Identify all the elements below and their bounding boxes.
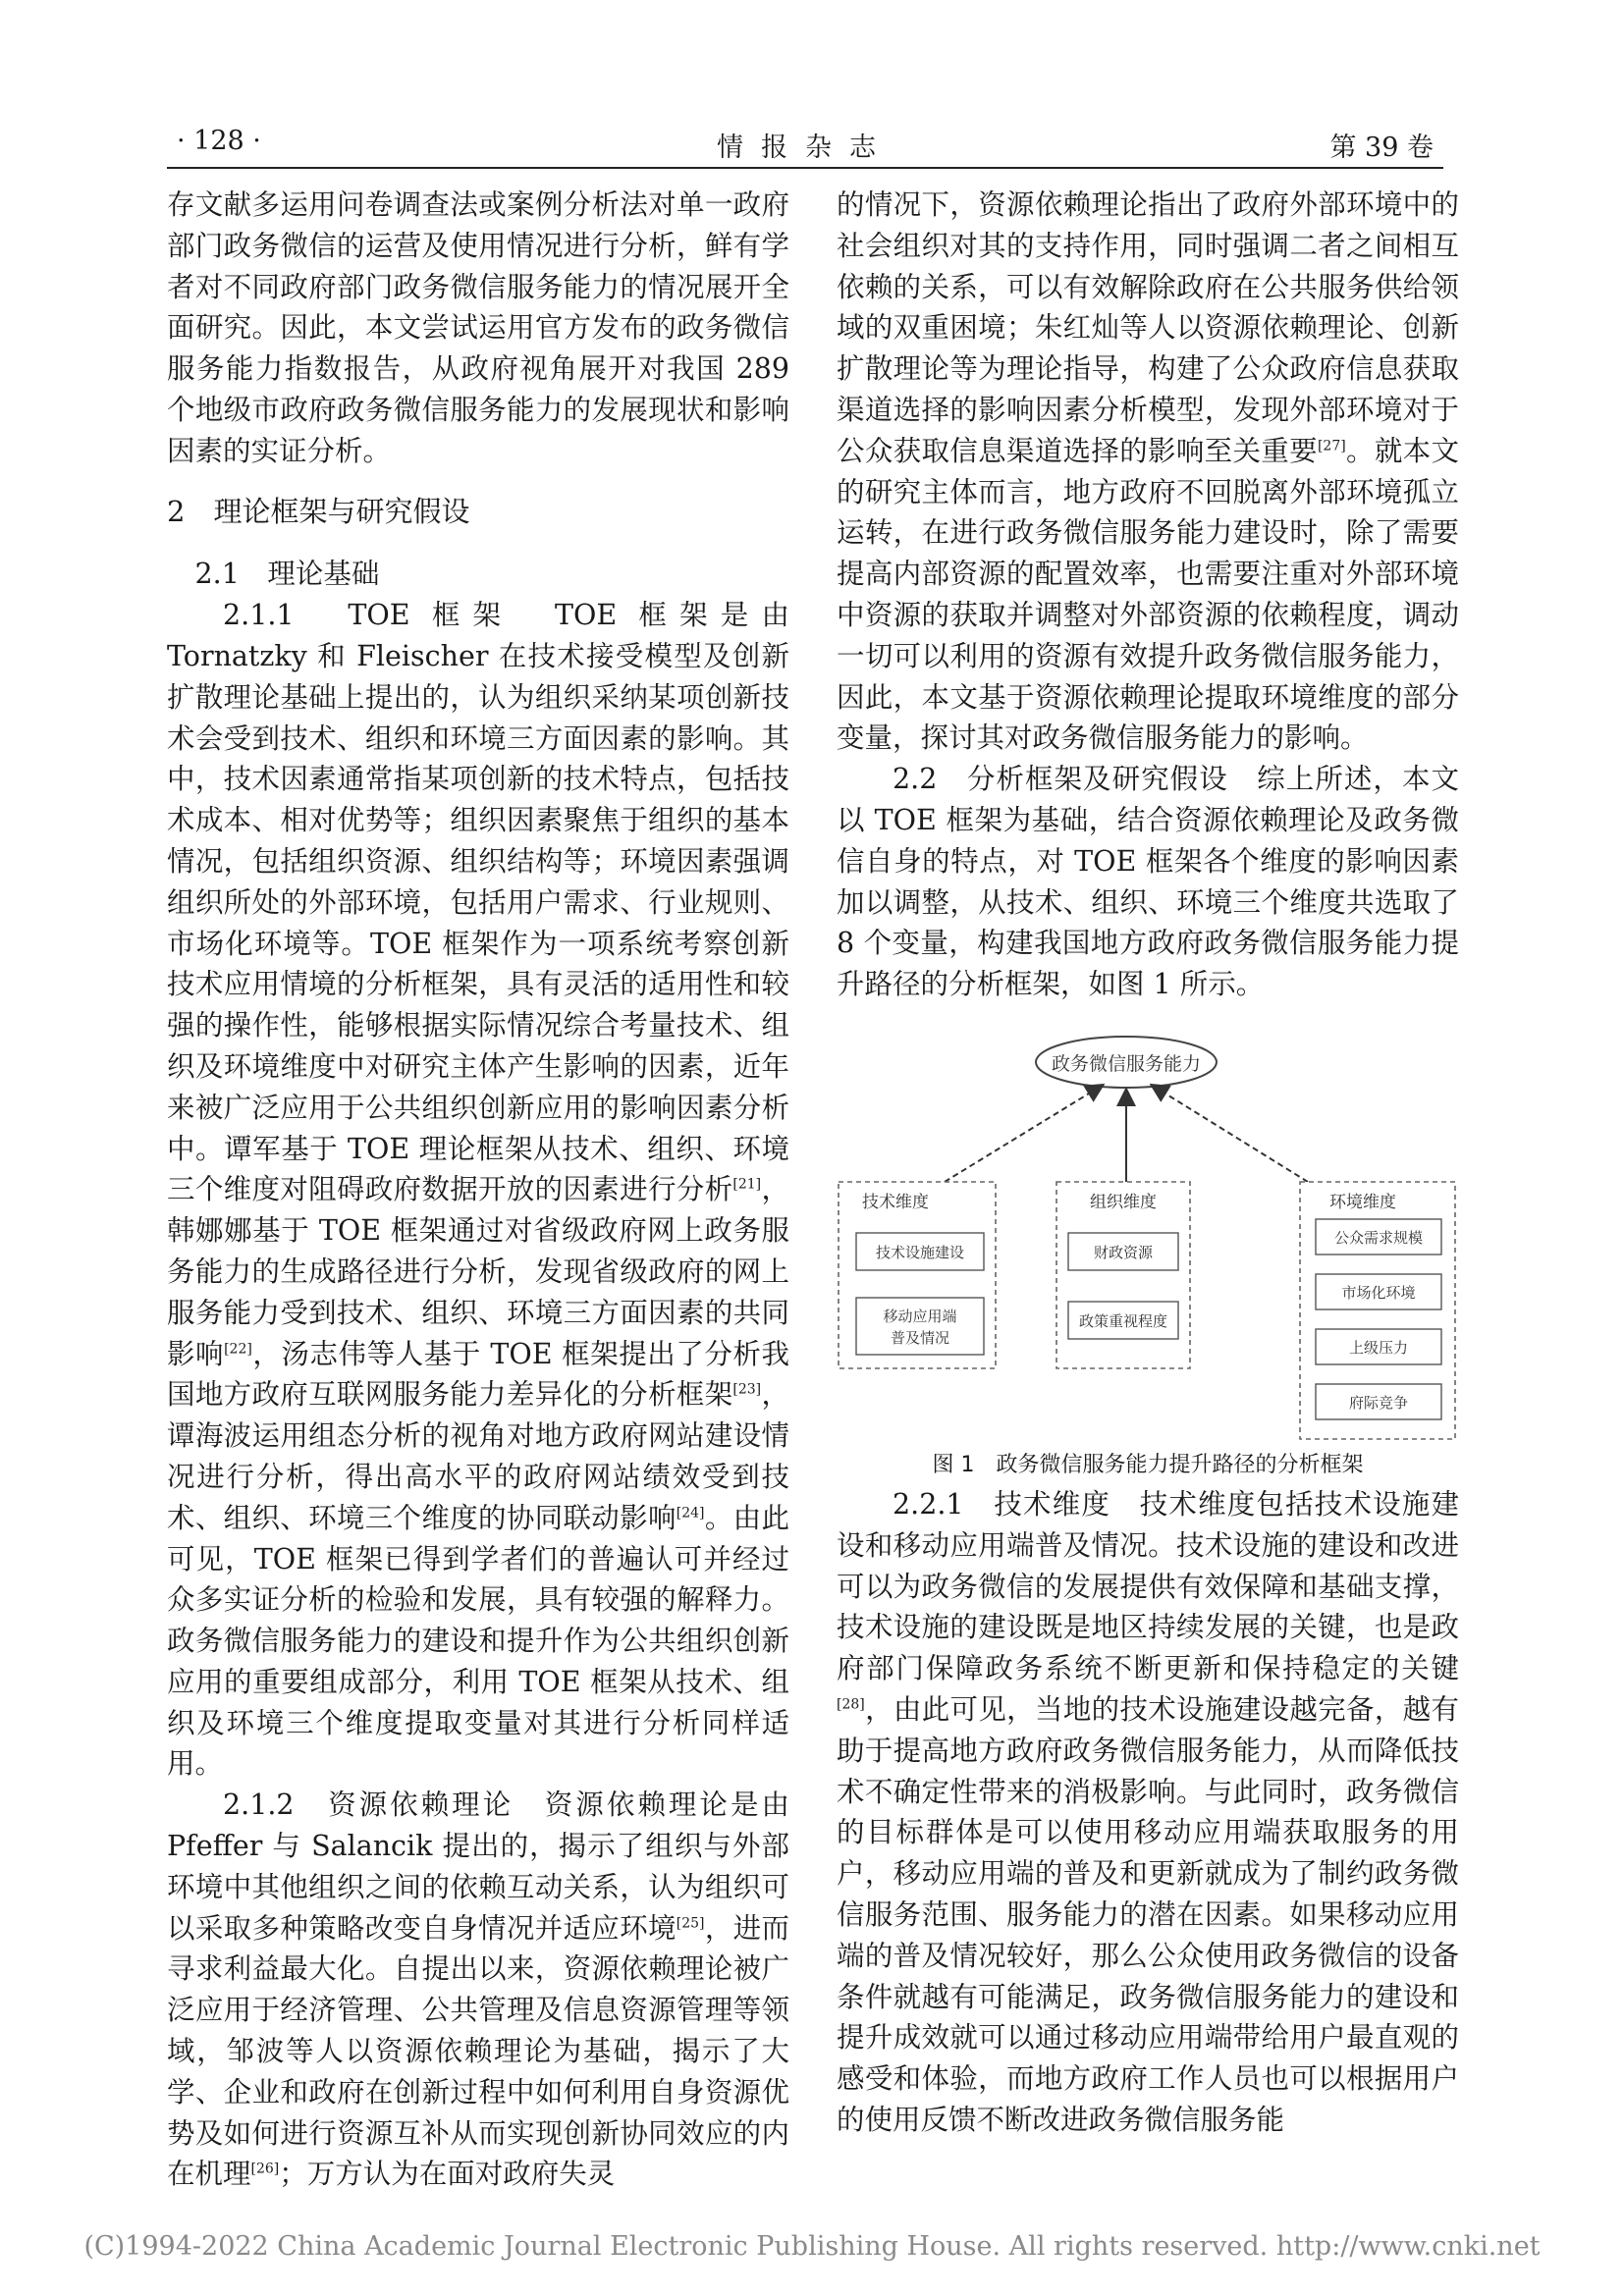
paragraph-heading: 2.2 分析框架及研究假设 <box>893 763 1228 796</box>
citation[interactable]: [28] <box>837 1696 865 1713</box>
citation[interactable]: [23] <box>732 1381 762 1398</box>
paragraph: 存文献多运用问卷调查法或案例分析法对单一政府部门政务微信的运营及使用情况进行分析，鲜有学者对不同政府部门政务微信服务能力的情况展开全面研究。因此，本文尝试运用官方发布的政务微信服务能力指数报告，从政府视角展开对我国 289 个地级市政府政务微信服务能力的发展现状和影响因素的实证分析。 <box>167 188 789 467</box>
env-dimension-title: 环境维度 <box>1329 1192 1396 1212</box>
paragraph-heading: 2.1.1 TOE 框架 <box>223 599 514 632</box>
tech-item-label: 技术设施建设 <box>875 1243 965 1261</box>
citation[interactable]: [21] <box>732 1176 762 1193</box>
copyright-footer: (C)1994-2022 China Academic Journal Electronic Publishing House. All rights reserved. http://www.cnki.net <box>83 2231 1541 2262</box>
right-column <box>837 185 1459 2141</box>
running-header <box>167 126 1443 161</box>
tech-dimension-title: 技术维度 <box>862 1192 929 1212</box>
env-item-label: 市场化环境 <box>1341 1283 1416 1302</box>
paragraph-heading: 2.2.1 技术维度 <box>893 1487 1111 1521</box>
org-item-label: 政策重视程度 <box>1078 1311 1168 1330</box>
paragraph: 2.1.2 资源依赖理论 资源依赖理论是由 Pfeffer 与 Salancik 提出的，揭示了组织与外部环境中其他组织之间的依赖互动关系，认为组织可以采取多种策略改变自身情况并适应环境[25]，进而寻求利益最大化。自提出以来，资源依赖理论被广泛应用于经济管理、公共管理及信息资源管理等领域，邹波等人以资源依赖理论为基础，揭示了大学、企业和政府在创新过程中如何利用自身资源优势及如何进行资源互补从而实现创新协同效应的内在机理[26]；万方认为在面对政府失灵 <box>167 1789 789 2191</box>
org-dimension-title: 组织维度 <box>1090 1192 1157 1212</box>
volume-label: 第 39 卷 <box>1329 133 1434 163</box>
env-item-label: 公众需求规模 <box>1333 1228 1424 1247</box>
subsection-heading: 2.1 理论基础 <box>194 558 380 591</box>
citation[interactable]: [24] <box>676 1505 705 1522</box>
journal-name: 情报杂志 <box>717 133 893 163</box>
tech-item-label: 移动应用端 <box>883 1307 957 1325</box>
paragraph: 的情况下，资源依赖理论指出了政府外部环境中的社会组织对其的支持作用，同时强调二者之间相互依赖的关系，可以有效解除政府在公共服务供给领域的双重困境；朱红灿等人以资源依赖理论、创新扩散理论等为理论指导，构建了公众政府信息获取渠道选择的影响因素分析模型，发现外部环境对于公众获取信息渠道选择的影响至关重要[27]。就本文的研究主体而言，地方政府不回脱离外部环境孤立运转，在进行政务微信服务能力建设时，除了需要提高内部资源的配置效率，也需要注重对外部环境中资源的获取并调整对外部资源的依赖程度，调动一切可以利用的资源有效提升政务微信服务能力，因此，本文基于资源依赖理论提取环境维度的部分变量，探讨其对政务微信服务能力的影响。 <box>837 188 1459 755</box>
page-number: · 128 · <box>177 126 261 156</box>
citation[interactable]: [25] <box>676 1915 705 1932</box>
arrow-env <box>1153 1086 1308 1182</box>
figure-1 <box>837 1025 1459 1447</box>
org-item-label: 财政资源 <box>1093 1243 1154 1261</box>
paragraph: 2.2.1 技术维度 技术维度包括技术设施建设和移动应用端普及情况。技术设施的建设和改进可以为政务微信的发展提供有效保障和基础支撑，技术设施的建设既是地区持续发展的关键，也是政府部门保障政务系统不断更新和保持稳定的关键[28]，由此可见，当地的技术设施建设越完备，越有助于提高地方政府政务微信服务能力，从而降低技术不确定性带来的消极影响。与此同时，政务微信的目标群体是可以使用移动应用端获取服务的用户，移动应用端的普及和更新就成为了制约政务微信服务范围、服务能力的潜在因素。如果移动应用端的普及情况较好，那么公众使用政务微信的设备条件就越有可能满足，政务微信服务能力的建设和提升成效就可以通过移动应用端带给用户最直观的感受和体验，而地方政府工作人员也可以根据用户的使用反馈不断改进政务微信服务能 <box>837 1487 1459 2136</box>
env-item-label: 上级压力 <box>1348 1338 1409 1357</box>
header-rule <box>167 167 1443 169</box>
section-heading: 2 理论框架与研究假设 <box>167 494 470 528</box>
citation[interactable]: [26] <box>250 2161 280 2177</box>
citation[interactable]: [27] <box>1317 438 1346 454</box>
citation[interactable]: [22] <box>224 1341 252 1358</box>
target-label: 政务微信服务能力 <box>1051 1052 1202 1075</box>
arrow-tech <box>945 1086 1102 1182</box>
paragraph: 2.1.1 TOE 框架 TOE 框架是由 Tornatzky 和 Fleischer 在技术接受模型及创新扩散理论基础上提出的，认为组织采纳某项创新技术会受到技术、组织和环境三方面因素的影响。其中，技术因素通常指某项创新的技术特点，包括技术成本、相对优势等；组织因素聚焦于组织的基本情况，包括组织资源、组织结构等；环境因素强调组织所处的外部环境，包括用户需求、行业规则、市场化环境等。TOE 框架作为一项系统考察创新技术应用情境的分析框架，具有灵活的适用性和较强的操作性，能够根据实际情况综合考量技术、组织及环境维度中对研究主体产生影响的因素，近年来被广泛应用于公共组织创新应用的影响因素分析中。谭军基于 TOE 理论框架从技术、组织、环境三个维度对阻碍政府数据开放的因素进行分析[21]，韩娜娜基于 TOE 框架通过对省级政府网上政务服务能力的生成路径进行分析，发现省级政府的网上服务能力受到技术、组织、环境三方面因素的共同影响[22]，汤志伟等人基于 TOE 框架提出了分析我国地方政府互联网服务能力差异化的分析框架[23]，谭海波运用组态分析的视角对地方政府网站建设情况进行分析，得出高水平的政府网站绩效受到技术、组织、环境三个维度的协同联动影响[24]。由此可见，TOE 框架已得到学者们的普遍认可并经过众多实证分析的检验和发展，具有较强的解释力。政务微信服务能力的建设和提升作为公共组织创新应用的重要组成部分，利用 TOE 框架从技术、组织及环境三个维度提取变量对其进行分析同样适用。 <box>167 599 789 1781</box>
paragraph-heading: 2.1.2 资源依赖理论 <box>223 1789 514 1822</box>
tech-item-label: 普及情况 <box>890 1328 950 1347</box>
figure-caption: 图 1 政务微信服务能力提升路径的分析框架 <box>932 1452 1364 1477</box>
paragraph: 2.2 分析框架及研究假设 综上所述，本文以 TOE 框架为基础，结合资源依赖理论及政务微信自身的特点，对 TOE 框架各个维度的影响因素加以调整，从技术、组织、环境三个维度共选取了 8 个变量，构建我国地方政府政务微信服务能力提升路径的分析框架，如图 1 所示。 <box>837 763 1459 1001</box>
env-item-label: 府际竞争 <box>1348 1393 1409 1412</box>
left-column <box>167 185 789 2195</box>
